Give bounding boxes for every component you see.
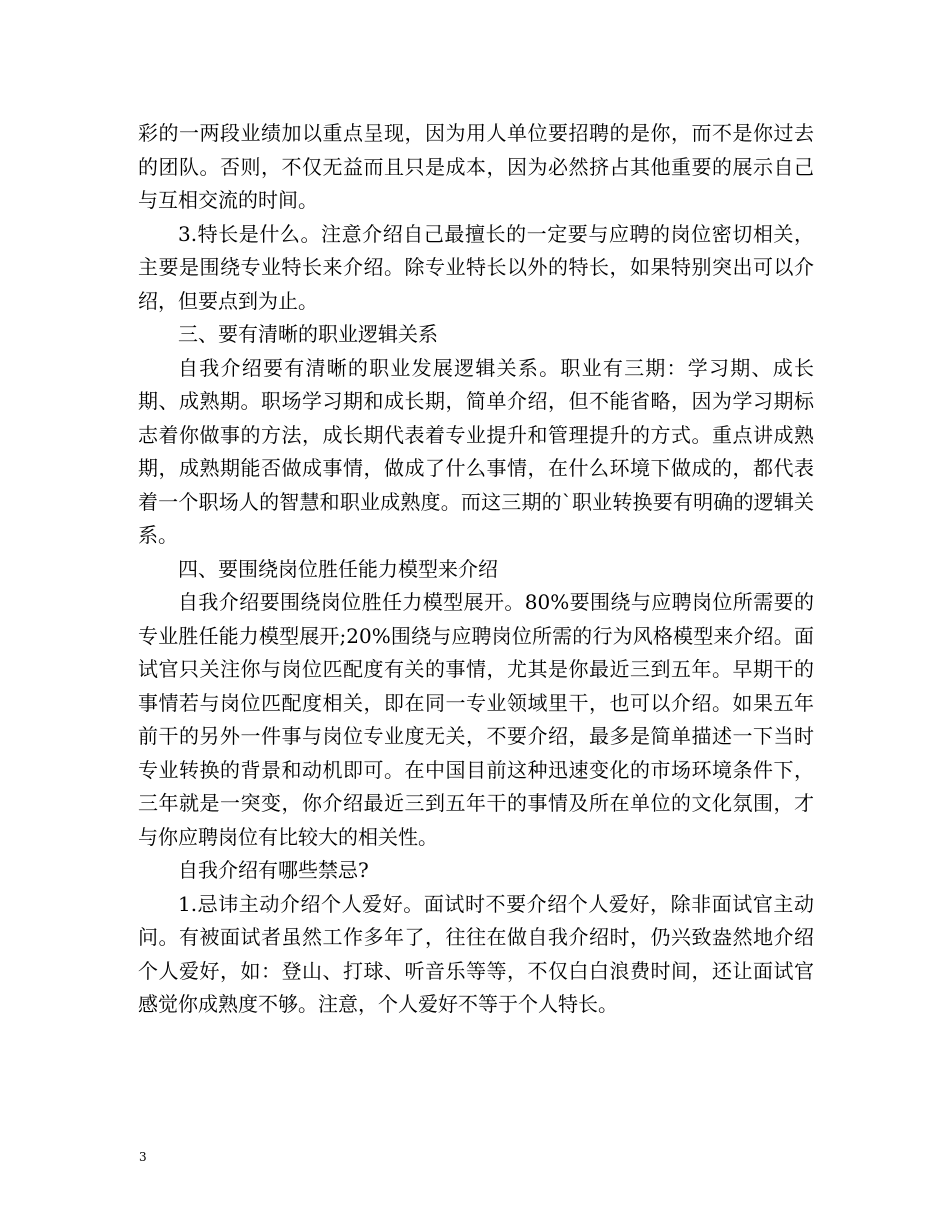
paragraph-8: 1.忌讳主动介绍个人爱好。面试时不要介绍个人爱好，除非面试官主动问。有被面试者虽然工作多年了，往往在做自我介绍时，仍兴致盎然地介绍个人爱好，如：登山、打球、听音乐等等，不仅白白浪费时间，还让面试官感觉你成熟度不够。注意，个人爱好不等于个人特长。 [138,891,814,1016]
paragraph-1: 彩的一两段业绩加以重点呈现，因为用人单位要招聘的是你，而不是你过去的团队。否则，不仅无益而且只是成本，因为必然挤占其他重要的展示自己与互相交流的时间。 [138,121,814,212]
section-heading-4: 四、要围绕岗位胜任能力模型来介绍 [178,556,498,581]
page-number: 3 [139,1150,147,1164]
section-heading-3: 三、要有清晰的职业逻辑关系 [178,322,438,346]
paragraph-4: 自我介绍要有清晰的职业发展逻辑关系。职业有三期：学习期、成长期、成熟期。职场学习期和成长期，简单介绍，但不能省略，因为学习期标志着你做事的方法，成长期代表着专业提升和管理提升的方式。重点讲成熟期，成熟期能否做成事情，做成了什么事情，在什么环境下做成的，都代表着一个职场人的智慧和职业成熟度。而这三期的`职业转换要有明确的逻辑关系。 [138,355,814,547]
paragraph-2: 3.特长是什么。注意介绍自己最擅长的一定要与应聘的岗位密切相关，主要是围绕专业特长来介绍。除专业特长以外的特长，如果特别突出可以介绍，但要点到为止。 [138,221,814,313]
taboo-heading: 自我介绍有哪些禁忌? [178,858,369,882]
page-body [138,117,814,1022]
paragraph-6: 自我介绍要围绕岗位胜任力模型展开。80%要围绕与应聘岗位所需要的专业胜任能力模型展开;20%围绕与应聘岗位所需的行为风格模型来介绍。面试官只关注你与岗位匹配度有关的事情，尤其是你最近三到五年。早期干的事情若与岗位匹配度相关，即在同一专业领域里干，也可以介绍。如果五年前干的另外一件事与岗位专业度无关，不要介绍，最多是简单描述一下当时专业转换的背景和动机即可。在中国目前这种迅速变化的市场环境条件下，三年就是一突变，你介绍最近三到五年干的事情及所在单位的文化氛围，才与你应聘岗位有比较大的相关性。 [138,590,814,849]
